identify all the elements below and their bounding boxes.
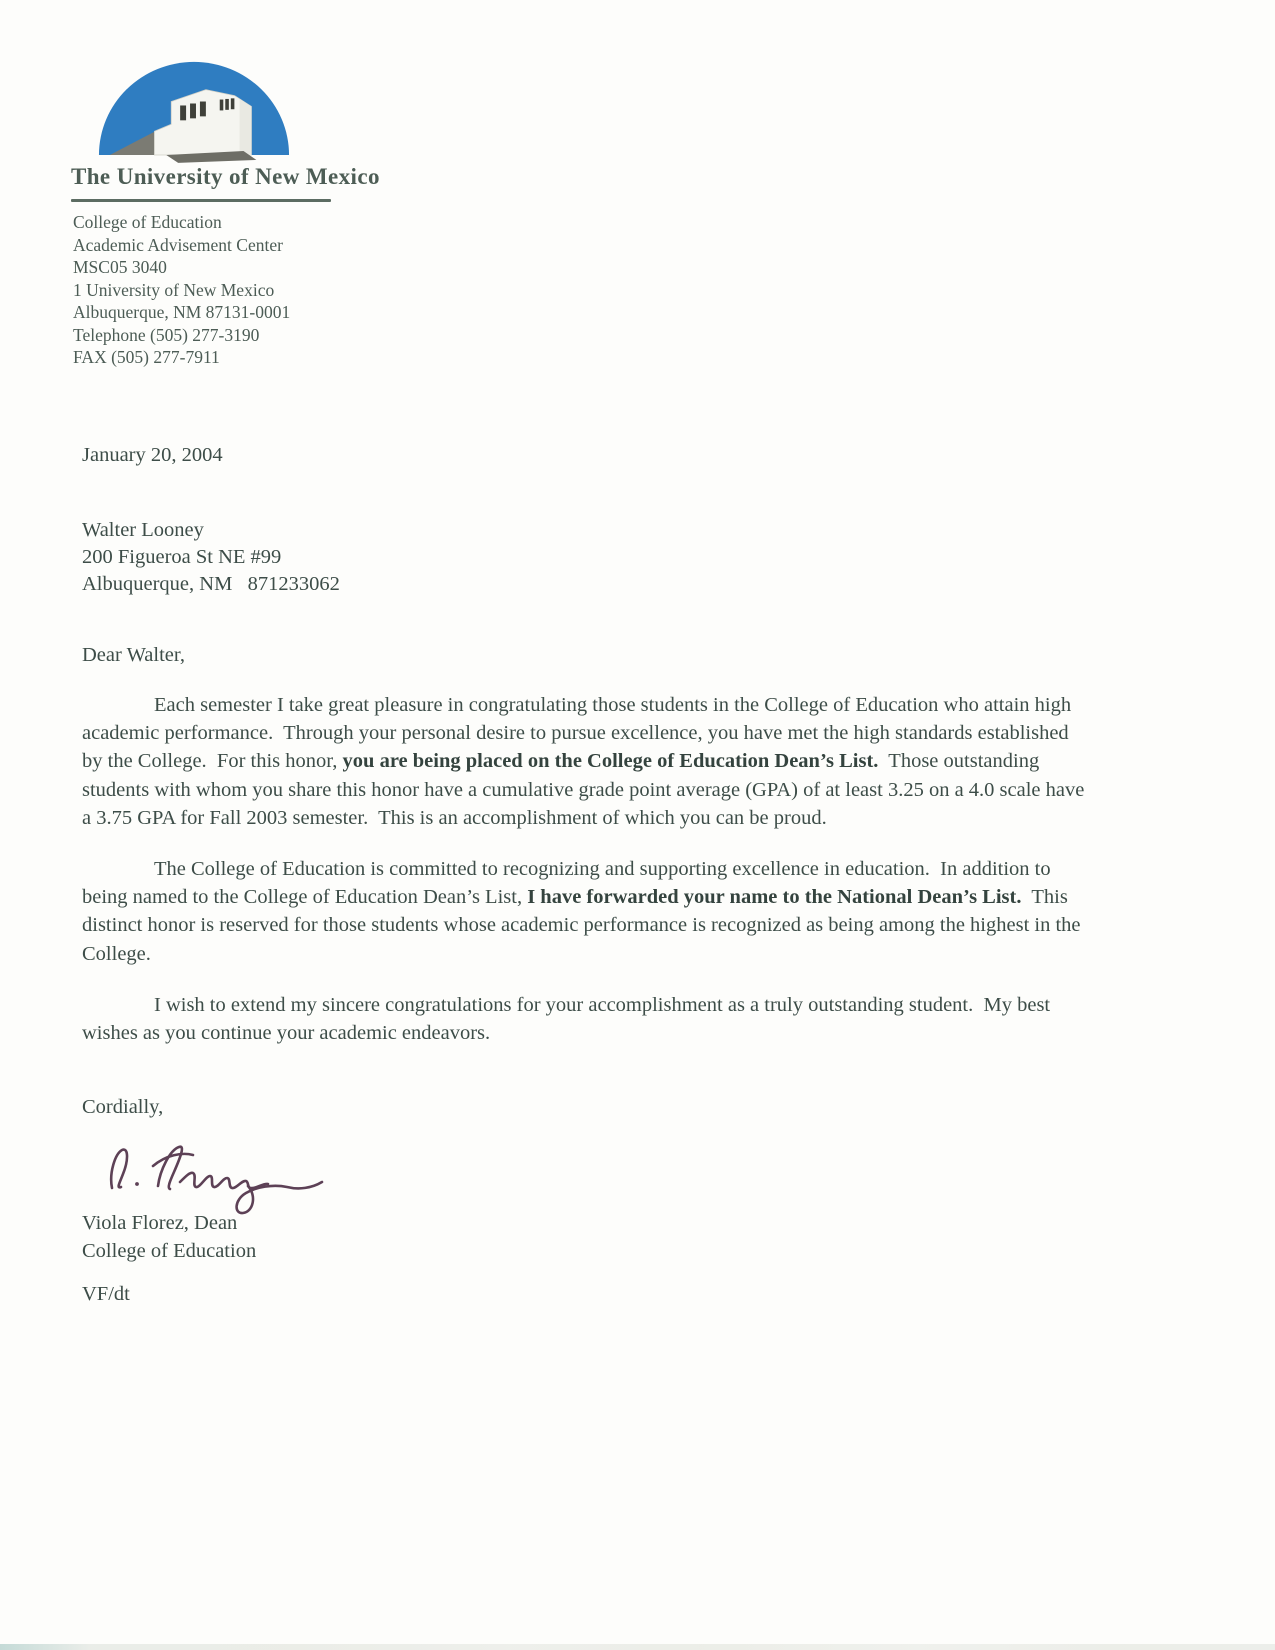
text-run: The College of Education is committed to recognizing and supporting excellence in education. In addition to being named to the College of Education Dean’s List,: [82, 858, 1056, 909]
logo-window: [190, 103, 196, 118]
letterhead-address: [73, 211, 290, 369]
signature-stroke: [153, 1154, 193, 1166]
text-line: Albuquerque, NM 87131-0001: [73, 302, 291, 322]
letter-body: [82, 691, 1090, 1070]
logo-window: [231, 98, 235, 109]
logo-window: [180, 105, 186, 120]
body-paragraph: [82, 991, 1090, 1047]
signature-stroke: [237, 1182, 322, 1213]
text-run: This distinct honor is reserved for those students whose academic performance is recognized as being among the highest in the College.: [82, 886, 1086, 965]
signature-stroke: [180, 1173, 268, 1188]
logo-window: [220, 100, 224, 111]
scan-edge-artifact: [0, 1644, 1275, 1650]
text-run: Each semester I take great pleasure in congratulating those students in the College of Education who attain high academic performance. Through your personal desire to pursue excellence, you have met the high standards established by the College. For this honor,: [82, 694, 1077, 773]
text-run: Those outstanding students with whom you share this honor have a cumulative grade point average (GPA) of at least 3.25 on a 4.0 scale have a 3.75 GPA for Fall 2003 semester. This is an accomplishment of which you can be proud.: [82, 750, 1090, 829]
letter-date: January 20, 2004: [82, 444, 223, 466]
text-line: Viola Florez, Dean: [82, 1212, 238, 1234]
text-line: MSC05 3040: [73, 257, 167, 277]
bold-text-run: I have forwarded your name to the National Dean’s List.: [527, 886, 1022, 909]
reference-initials: VF/dt: [82, 1283, 130, 1305]
signature-handwritten-icon: [96, 1126, 336, 1222]
bold-text-run: you are being placed on the College of Education Dean’s List.: [342, 750, 879, 773]
letterhead-divider: [71, 199, 331, 202]
text-run: I wish to extend my sincere congratulations for your accomplishment as a truly outstanding student. My best wishes as you continue your academic endeavors.: [82, 993, 1056, 1045]
university-name: The University of New Mexico: [71, 164, 380, 189]
text-line: College of Education: [73, 212, 222, 232]
logo-window: [200, 102, 206, 117]
text-line: FAX (505) 277-7911: [73, 347, 220, 367]
text-line: 200 Figueroa St NE #99: [82, 546, 282, 568]
closing: Cordially,: [82, 1096, 164, 1118]
text-line: Albuquerque, NM 871233062: [82, 573, 340, 595]
text-line: Academic Advisement Center: [73, 234, 283, 255]
signer-block: [82, 1210, 256, 1265]
salutation: Dear Walter,: [82, 644, 186, 666]
text-line: Telephone (505) 277-3190: [73, 324, 260, 345]
text-line: College of Education: [82, 1239, 257, 1262]
text-line: Walter Looney: [82, 519, 204, 541]
signature-stroke: [111, 1150, 127, 1188]
signature-dot: [135, 1182, 139, 1186]
body-paragraph: [82, 691, 1090, 832]
body-paragraph: [82, 855, 1090, 968]
logo-window: [225, 99, 229, 110]
recipient-address: [82, 517, 340, 598]
unm-pueblo-dome-logo-icon: [95, 40, 293, 166]
text-line: 1 University of New Mexico: [73, 279, 275, 300]
